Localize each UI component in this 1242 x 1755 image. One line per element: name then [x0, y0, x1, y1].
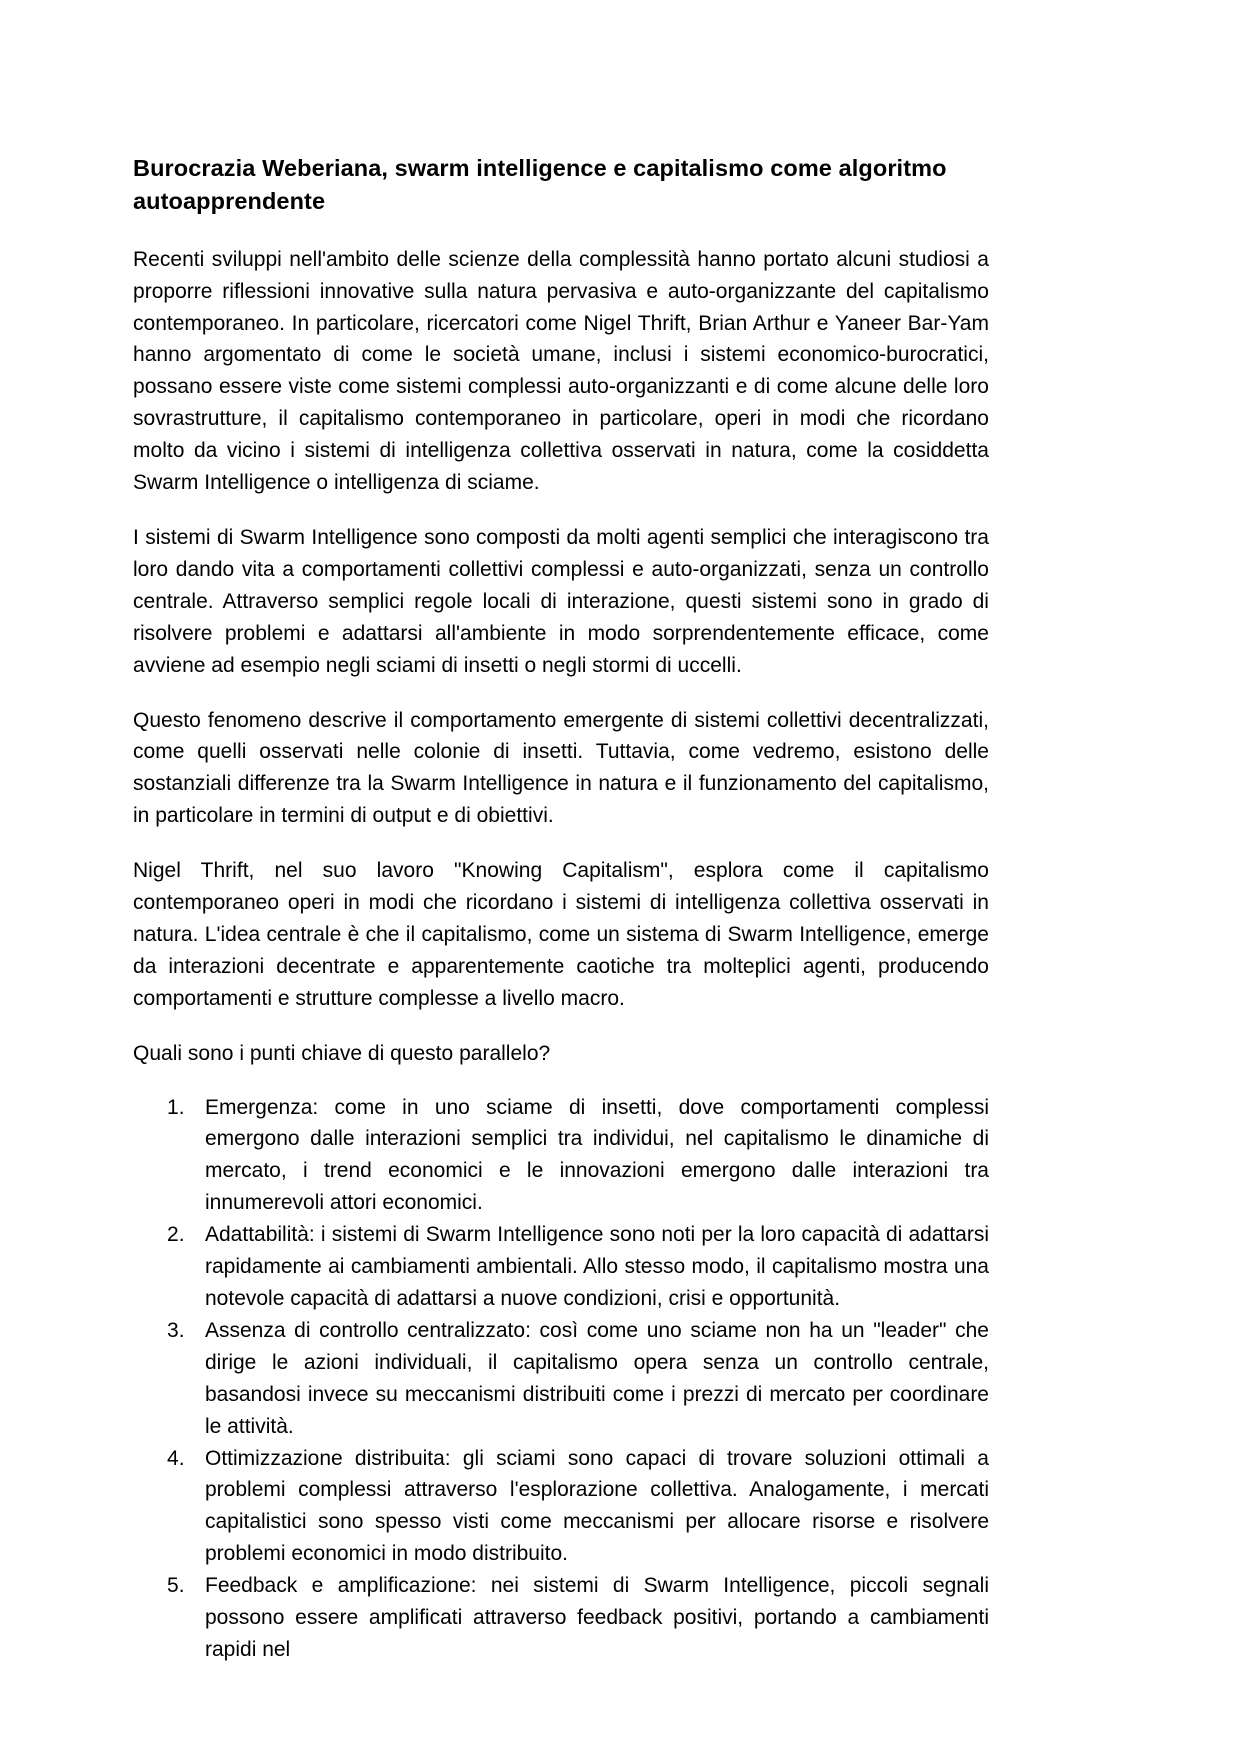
paragraph-nigel-thrift: Nigel Thrift, nel suo lavoro "Knowing Capitalism", esplora come il capitalismo contemporaneo operi in modi che ricordano i sistemi di intelligenza collettiva osservati in natura. L'idea centrale è che il capitalismo, come un sistema di Swarm Intelligence, emerge da interazioni decentrate e apparentemente caotiche tra molteplici agenti, producendo comportamenti e strutture complesse a livello macro.: [133, 859, 989, 1010]
list-item: Assenza di controllo centralizzato: così come uno sciame non ha un "leader" che dirige le azioni individuali, il capitalismo opera senza un controllo centrale, basandosi invece su meccanismi distribuiti come i prezzi di mercato per coordinare le attività.: [205, 1318, 989, 1438]
document-body: [133, 152, 989, 1666]
key-points-list: [133, 1092, 989, 1666]
list-item: Feedback e amplificazione: nei sistemi di Swarm Intelligence, piccoli segnali possono essere amplificati attraverso feedback positivi, portando a cambiamenti rapidi nel: [205, 1574, 989, 1661]
list-item: Ottimizzazione distribuita: gli sciami sono capaci di trovare soluzioni ottimali a problemi complessi attraverso l'esplorazione collettiva. Analogamente, i mercati capitalistici sono spesso visti come meccanismi per allocare risorse e risolvere problemi economici in modo distribuito.: [205, 1446, 989, 1566]
page-title: Burocrazia Weberiana, swarm intelligence e capitalismo come algoritmo autoapprendente: [133, 155, 947, 215]
list-item: Adattabilità: i sistemi di Swarm Intelligence sono noti per la loro capacità di adattarsi rapidamente ai cambiamenti ambientali. Allo stesso modo, il capitalismo mostra una notevole capacità di adattarsi a nuove condizioni, crisi e opportunità.: [205, 1223, 989, 1310]
paragraph-emergent-behaviour: Questo fenomeno descrive il comportamento emergente di sistemi collettivi decentralizzati, come quelli osservati nelle colonie di insetti. Tuttavia, come vedremo, esistono delle sostanziali differenze tra la Swarm Intelligence in natura e il funzionamento del capitalismo, in particolare in termini di output e di obiettivi.: [133, 708, 989, 828]
paragraph-swarm-systems: I sistemi di Swarm Intelligence sono composti da molti agenti semplici che interagiscono tra loro dando vita a comportamenti collettivi complessi e auto-organizzati, senza un controllo centrale. Attraverso semplici regole locali di interazione, questi sistemi sono in grado di risolvere problemi e adattarsi all'ambiente in modo sorprendentemente efficace, come avviene ad esempio negli sciami di insetti o negli stormi di uccelli.: [133, 525, 989, 677]
paragraph-intro: Recenti sviluppi nell'ambito delle scienze della complessità hanno portato alcuni studiosi a proporre riflessioni innovative sulla natura pervasiva e auto-organizzante del capitalismo contemporaneo. In particolare, ricercatori come Nigel Thrift, Brian Arthur e Yaneer Bar-Yam hanno argomentato di come le società umane, inclusi i sistemi economico-burocratici, possano essere viste come sistemi complessi auto-organizzanti e di come alcune delle loro sovrastrutture, il capitalismo contemporaneo in particolare, operi in modi che ricordano molto da vicino i sistemi di intelligenza collettiva osservati in natura, come la cosiddetta Swarm Intelligence o intelligenza di sciame.: [133, 247, 989, 495]
list-item: Emergenza: come in uno sciame di insetti, dove comportamenti complessi emergono dalle interazioni semplici tra individui, nel capitalismo le dinamiche di mercato, i trend economici e le innovazioni emergono dalle interazioni tra innumerevoli attori economici.: [205, 1095, 989, 1215]
paragraph-question: Quali sono i punti chiave di questo parallelo?: [133, 1041, 551, 1065]
